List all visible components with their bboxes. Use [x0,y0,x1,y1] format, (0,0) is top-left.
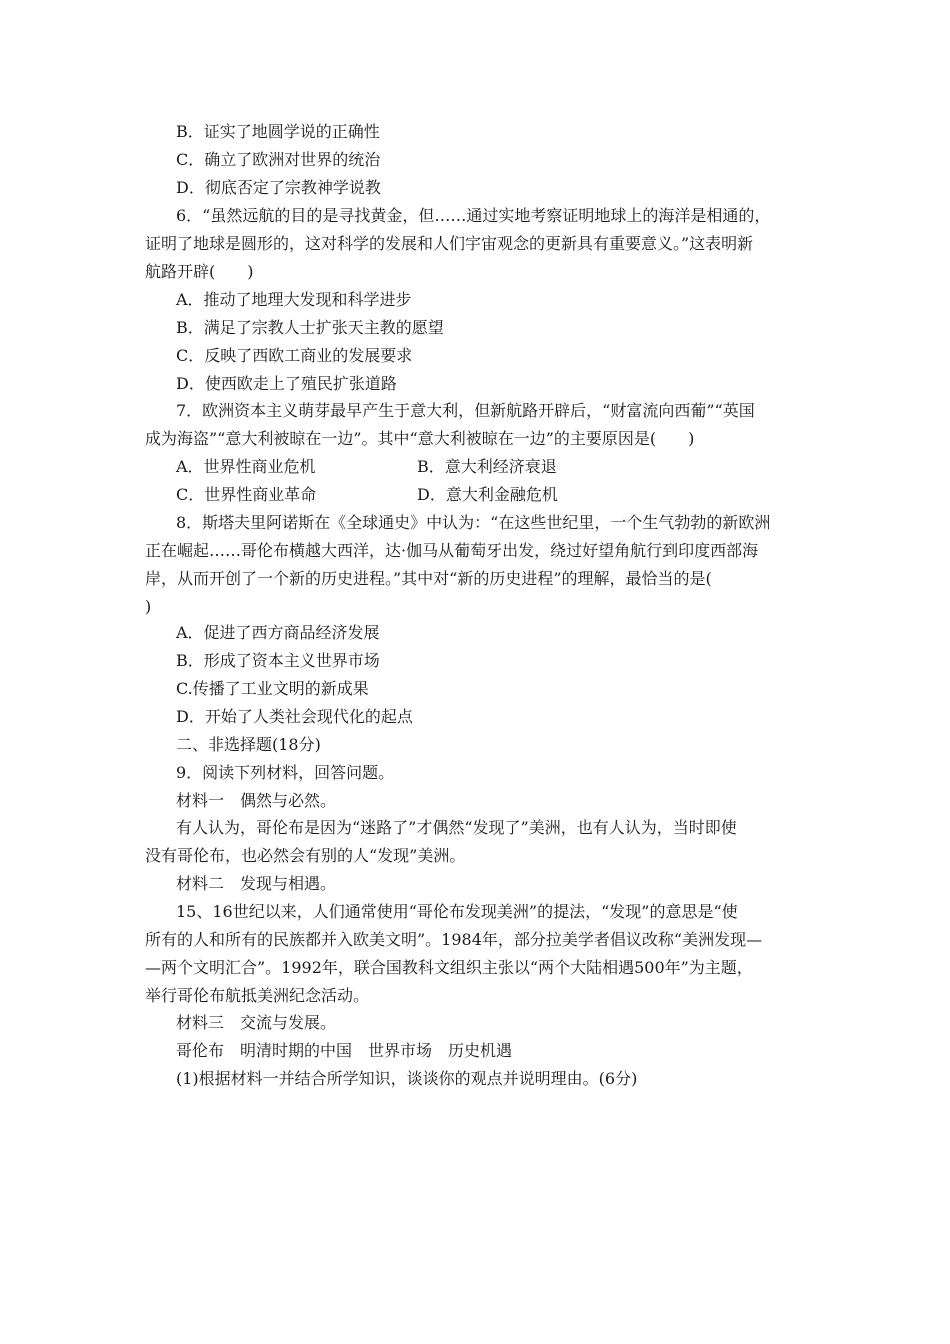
q7-option-b: B．意大利经济衰退 [417,457,557,476]
material-1-line-1: 有人认为，哥伦布是因为“迷路了”才偶然“发现了”美洲，也有人认为，当时即使 [176,818,737,837]
q6-option-b: B．满足了宗教人士扩张天主教的愿望 [176,318,444,337]
material-3-title: 材料三 交流与发展。 [176,1013,337,1032]
q6-option-c: C．反映了西欧工商业的发展要求 [176,346,413,365]
q7-stem-line-1: 7．欧洲资本主义萌芽最早产生于意大利，但新航路开辟后，“财富流向西葡”“英国 [176,401,755,420]
q7-option-a: A．世界性商业危机 [176,457,316,476]
material-2-line-3: —两个文明汇合”。1992年，联合国教科文组织主张以“两个大陆相遇500年”为主题， [145,958,753,977]
q5-option-c: C．确立了欧洲对世界的统治 [176,150,381,169]
q8-option-c: C.传播了工业文明的新成果 [176,679,369,698]
material-3-keywords: 哥伦布 明清时期的中国 世界市场 历史机遇 [176,1041,513,1060]
q6-stem-line-3: 航路开辟( ) [145,262,254,281]
q7-option-c: C．世界性商业革命 [176,485,317,504]
section-heading: 二、非选择题(18分) [176,735,321,754]
q6-option-a: A．推动了地理大发现和科学进步 [176,290,412,309]
q8-stem-line-2: 正在崛起……哥伦布横越大西洋，达·伽马从葡萄牙出发，绕过好望角航行到印度西部海 [145,541,759,560]
q5-option-b: B．证实了地圆学说的正确性 [176,122,380,141]
material-2-line-1: 15、16世纪以来，人们通常使用“哥伦布发现美洲”的提法，“发现”的意思是“使 [176,902,738,921]
q6-option-d: D．使西欧走上了殖民扩张道路 [176,374,397,393]
material-1-line-2: 没有哥伦布，也必然会有别的人“发现”美洲。 [145,846,466,865]
q9-intro: 9．阅读下列材料，回答问题。 [176,763,395,782]
q6-stem-line-2: 证明了地球是圆形的，这对科学的发展和人们宇宙观念的更新具有重要意义。”这表明新 [145,234,754,253]
material-2-title: 材料二 发现与相遇。 [176,874,337,893]
q9-subquestion-1: (1)根据材料一并结合所学知识，谈谈你的观点并说明理由。(6分) [176,1069,638,1088]
q5-option-d: D．彻底否定了宗教神学说教 [176,178,381,197]
q7-stem-line-2: 成为海盗”“意大利被晾在一边”。其中“意大利被晾在一边”的主要原因是( ) [145,429,695,448]
q8-stem-line-4: ) [145,597,152,616]
material-2-line-2: 所有的人和所有的民族都并入欧美文明”。1984年，部分拉美学者倡议改称“美洲发现— [145,930,763,949]
q6-stem-line-1: 6．“虽然远航的目的是寻找黄金，但……通过实地考察证明地球上的海洋是相通的， [176,206,771,225]
q7-option-d: D．意大利金融危机 [417,485,558,504]
q8-option-a: A．促进了西方商品经济发展 [176,623,380,642]
material-2-line-4: 举行哥伦布航抵美洲纪念活动。 [145,986,370,1005]
q8-stem-line-1: 8．斯塔夫里阿诺斯在《全球通史》中认为：“在这些世纪里，一个生气勃勃的新欧洲 [176,513,771,532]
q8-option-d: D．开始了人类社会现代化的起点 [176,707,413,726]
material-1-title: 材料一 偶然与必然。 [176,791,337,810]
q8-stem-line-3: 岸，从而开创了一个新的历史进程。”其中对“新的历史进程”的理解，最恰当的是( [145,569,712,588]
q8-option-b: B．形成了资本主义世界市场 [176,651,380,670]
